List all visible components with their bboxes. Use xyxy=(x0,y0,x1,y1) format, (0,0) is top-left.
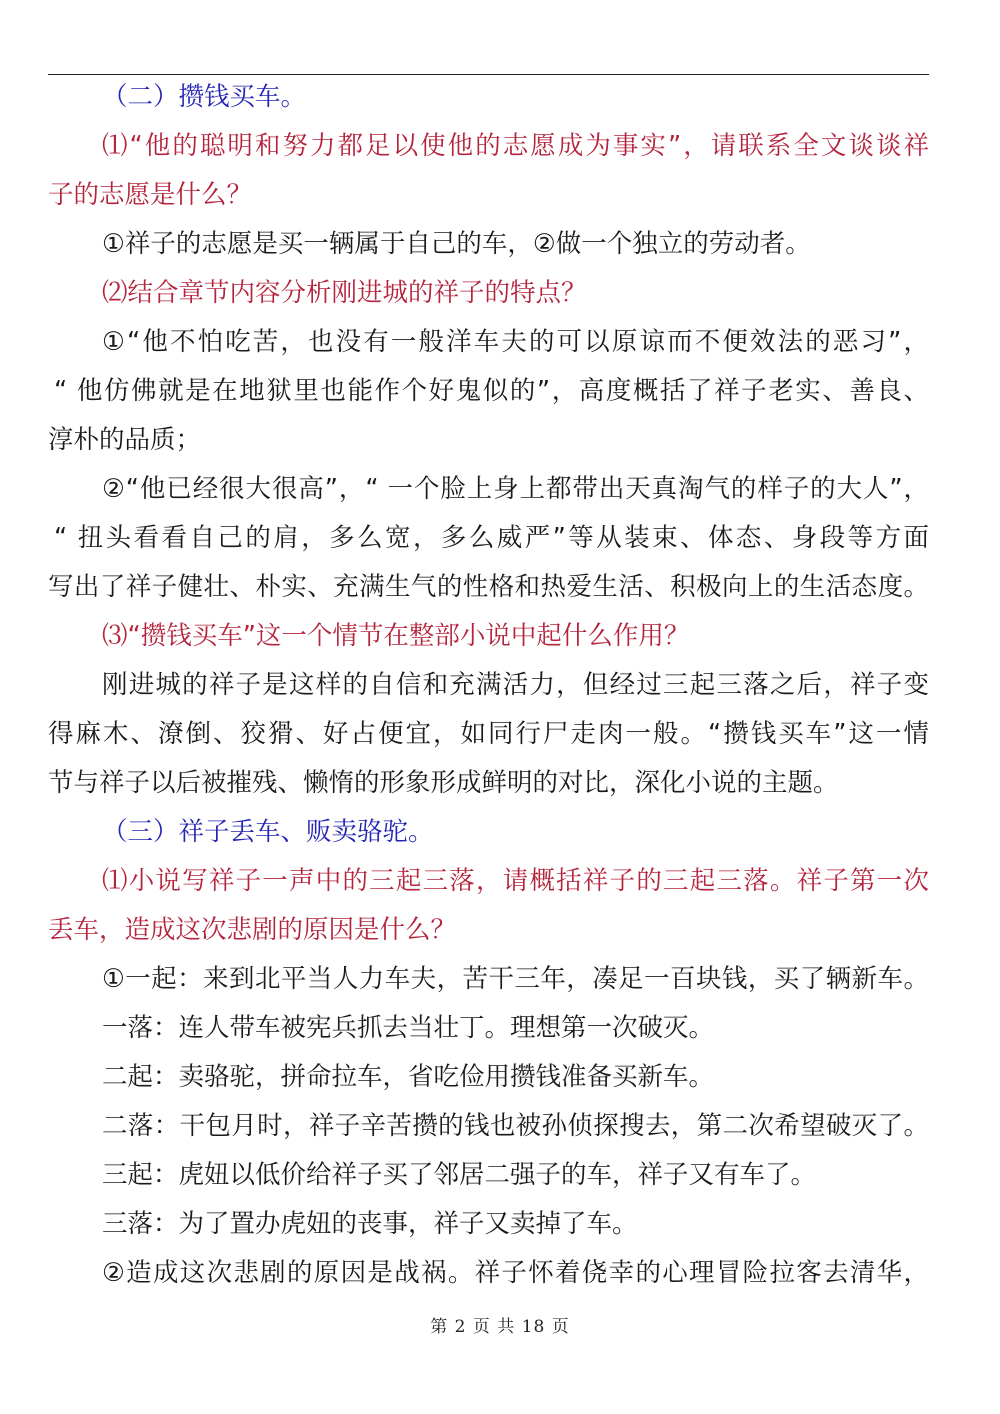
text-line: 刚进城的祥子是这样的自信和充满活力，但经过三起三落之后，祥子变 xyxy=(102,670,929,700)
text-line: 三起：虎妞以低价给祥子买了邻居二强子的车，祥子又有车了。 xyxy=(102,1160,817,1190)
text-line: （三）祥子丢车、贩卖骆驼。 xyxy=(102,817,434,847)
text-line: 二起：卖骆驼，拼命拉车，省吃俭用攒钱准备买新车。 xyxy=(102,1062,715,1092)
text-line: 节与祥子以后被摧残、懒惰的形象形成鲜明的对比，深化小说的主题。 xyxy=(48,768,839,798)
text-line: ②“他已经很大很高”，“ 一个脸上身上都带出天真淘气的样子的大人”， xyxy=(102,474,929,504)
text-line: ①祥子的志愿是买一辆属于自己的车，②做一个独立的劳动者。 xyxy=(102,229,811,259)
page-body xyxy=(48,73,929,1298)
text-line: 丢车，造成这次悲剧的原因是什么？ xyxy=(48,915,457,945)
text-line: ⑵结合章节内容分析刚进城的祥子的特点？ xyxy=(102,278,587,308)
text-line: ①“他不怕吃苦，也没有一般洋车夫的可以原谅而不便效法的恶习”， xyxy=(102,327,929,357)
text-line: 子的志愿是什么？ xyxy=(48,180,253,210)
text-line: ①一起：来到北平当人力车夫，苦干三年，凑足一百块钱，买了辆新车。 xyxy=(102,964,929,994)
page-footer: 第 2 页 共 18 页 xyxy=(430,1317,570,1337)
text-line: 得麻木、潦倒、狡猾、好占便宜，如同行尸走肉一般。“攒钱买车”这一情 xyxy=(48,719,929,749)
text-line: ⑴小说写祥子一声中的三起三落，请概括祥子的三起三落。祥子第一次 xyxy=(102,866,929,896)
text-line: 二落：干包月时，祥子辛苦攒的钱也被孙侦探搜去，第二次希望破灭了。 xyxy=(102,1111,929,1141)
text-line: 写出了祥子健壮、朴实、充满生气的性格和热爱生活、积极向上的生活态度。 xyxy=(48,572,929,602)
text-line: ②造成这次悲剧的原因是战祸。祥子怀着侥幸的心理冒险拉客去清华， xyxy=(102,1258,929,1288)
text-line: 三落：为了置办虎妞的丧事，祥子又卖掉了车。 xyxy=(102,1209,638,1239)
text-line: 一落：连人带车被宪兵抓去当壮丁。理想第一次破灭。 xyxy=(102,1013,715,1043)
text-line: “ 扭头看看自己的肩，多么宽，多么威严”等从装束、体态、身段等方面 xyxy=(54,523,929,553)
text-line: 淳朴的品质； xyxy=(48,425,202,455)
text-line: “ 他仿佛就是在地狱里也能作个好鬼似的”，高度概括了祥子老实、善良、 xyxy=(54,376,929,406)
text-line: （二）攒钱买车。 xyxy=(102,82,307,112)
text-line: ⑶“攒钱买车”这一个情节在整部小说中起什么作用？ xyxy=(102,621,690,651)
text-line: ⑴“他的聪明和努力都足以使他的志愿成为事实”，请联系全文谈谈祥 xyxy=(102,131,929,161)
